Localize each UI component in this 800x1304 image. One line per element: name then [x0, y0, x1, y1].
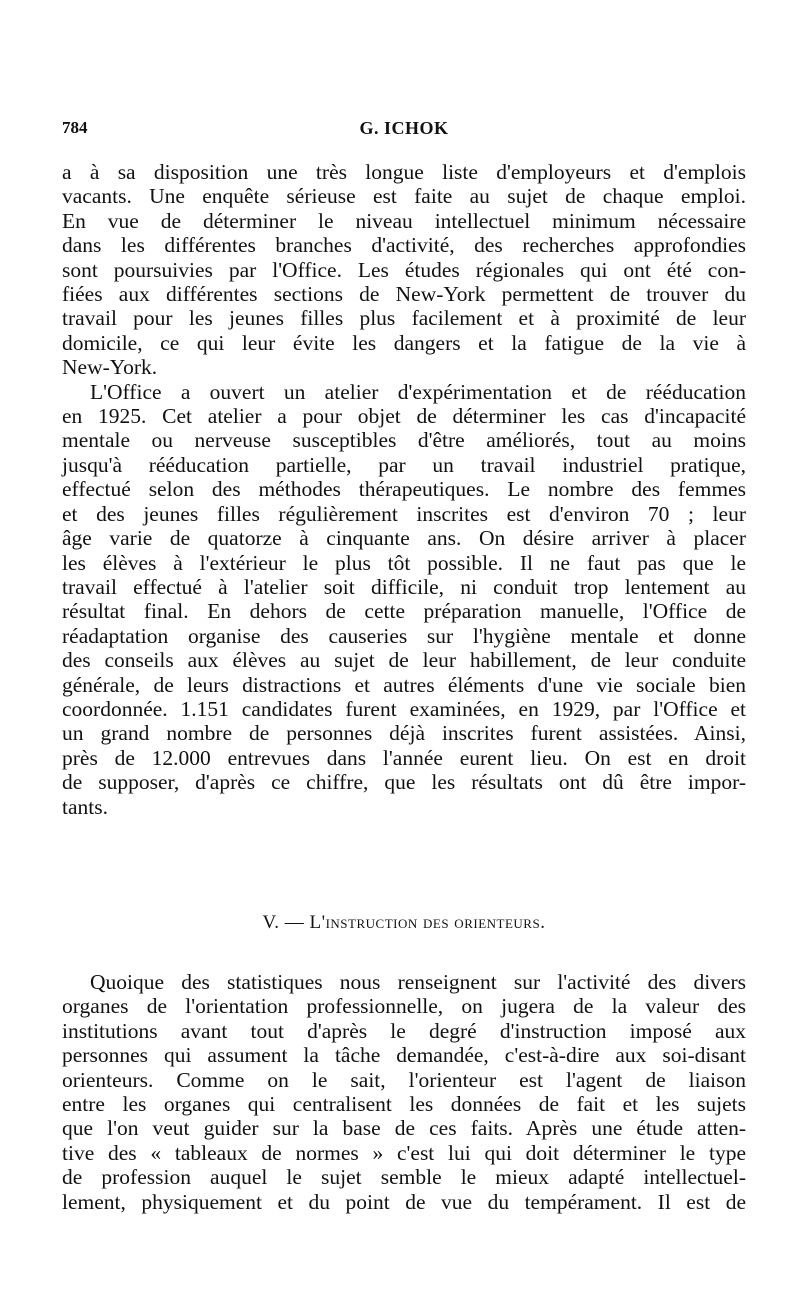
text-line: fiées aux différentes sections de New-York permettent de trouver du: [62, 282, 746, 307]
text-line: effectué selon des méthodes thérapeutiques. Le nombre des femmes: [62, 477, 746, 502]
text-line: coordonnée. 1.151 candidates furent examinées, en 1929, par l'Office et: [62, 696, 746, 721]
text-line: lement, physiquement et du point de vue du tempérament. Il est de: [62, 1189, 746, 1214]
page-header: [62, 118, 746, 142]
text-line: de profession auquel le sujet semble le mieux adapté intellectuel-: [62, 1165, 746, 1190]
text-line: Quoique des statistiques nous renseignent sur l'activité des divers: [90, 970, 746, 994]
text-line: travail pour les jeunes filles plus facilement et à proximité de leur: [62, 306, 746, 331]
text-line: réadaptation organise des causeries sur l'hygiène mentale et donne: [62, 623, 746, 648]
text-line: entre les organes qui centralisent les données de fait et les sujets: [62, 1092, 746, 1117]
text-line: personnes qui assument la tâche demandée, c'est-à-dire aux soi-disant: [62, 1043, 746, 1068]
text-line: tants.: [62, 794, 108, 819]
text-line: et des jeunes filles régulièrement inscrites est d'environ 70 ; leur: [62, 501, 746, 526]
text-line: En vue de déterminer le niveau intellectuel minimum nécessaire: [62, 208, 746, 233]
text-line: des conseils aux élèves au sujet de leur habillement, de leur conduite: [62, 648, 746, 673]
section-title: V. — L'instruction des orienteurs.: [262, 912, 546, 933]
text-line: générale, de leurs distractions et autres éléments d'une vie sociale bien: [62, 672, 746, 697]
text-line: âge varie de quatorze à cinquante ans. On désire arriver à placer: [62, 526, 746, 551]
paragraph-2: [62, 380, 746, 819]
paragraph-1: [62, 160, 746, 380]
text-line: que l'on veut guider sur la base de ces faits. Après une étude atten-: [62, 1116, 746, 1141]
text-line: mentale ou nerveuse susceptibles d'être améliorés, tout au moins: [62, 428, 746, 453]
text-line: résultat final. En dehors de cette préparation manuelle, l'Office de: [62, 599, 746, 624]
page-number: 784: [62, 118, 88, 137]
text-line: sont poursuivies par l'Office. Les études régionales qui ont été con-: [62, 257, 746, 282]
text-line: jusqu'à rééducation partielle, par un travail industriel pratique,: [62, 452, 746, 477]
text-line: New-York.: [62, 355, 158, 380]
body-text-bottom: [62, 970, 746, 1214]
text-line: dans les différentes branches d'activité, des recherches approfondies: [62, 233, 746, 258]
text-line: près de 12.000 entrevues dans l'année eurent lieu. On est en droit: [62, 745, 746, 770]
text-line: vacants. Une enquête sérieuse est faite au sujet de chaque emploi.: [62, 184, 746, 209]
text-line: institutions avant tout d'après le degré d'instruction imposé aux: [62, 1018, 746, 1043]
text-line: tive des « tableaux de normes » c'est lui qui doit déterminer le type: [62, 1140, 746, 1165]
text-line: L'Office a ouvert un atelier d'expérimentation et de rééducation: [90, 379, 746, 404]
text-line: a à sa disposition une très longue liste d'employeurs et d'emplois: [62, 160, 746, 184]
body-text-top: [62, 160, 746, 819]
text-line: les élèves à l'extérieur le plus tôt possible. Il ne faut pas que le: [62, 550, 746, 575]
running-head: G. ICHOK: [359, 118, 449, 138]
text-line: organes de l'orientation professionnelle, on jugera de la valeur des: [62, 994, 746, 1019]
text-line: un grand nombre de personnes déjà inscrites furent assistées. Ainsi,: [62, 721, 746, 746]
text-line: domicile, ce qui leur évite les dangers et la fatigue de la vie à: [62, 330, 746, 355]
paragraph-3: [62, 970, 746, 1214]
text-line: orienteurs. Comme on le sait, l'orienteur est l'agent de liaison: [62, 1067, 746, 1092]
text-line: travail effectué à l'atelier soit difficile, ni conduit trop lentement au: [62, 574, 746, 599]
text-line: en 1925. Cet atelier a pour objet de déterminer les cas d'incapacité: [62, 404, 746, 429]
text-line: de supposer, d'après ce chiffre, que les résultats ont dû être impor-: [62, 770, 746, 795]
